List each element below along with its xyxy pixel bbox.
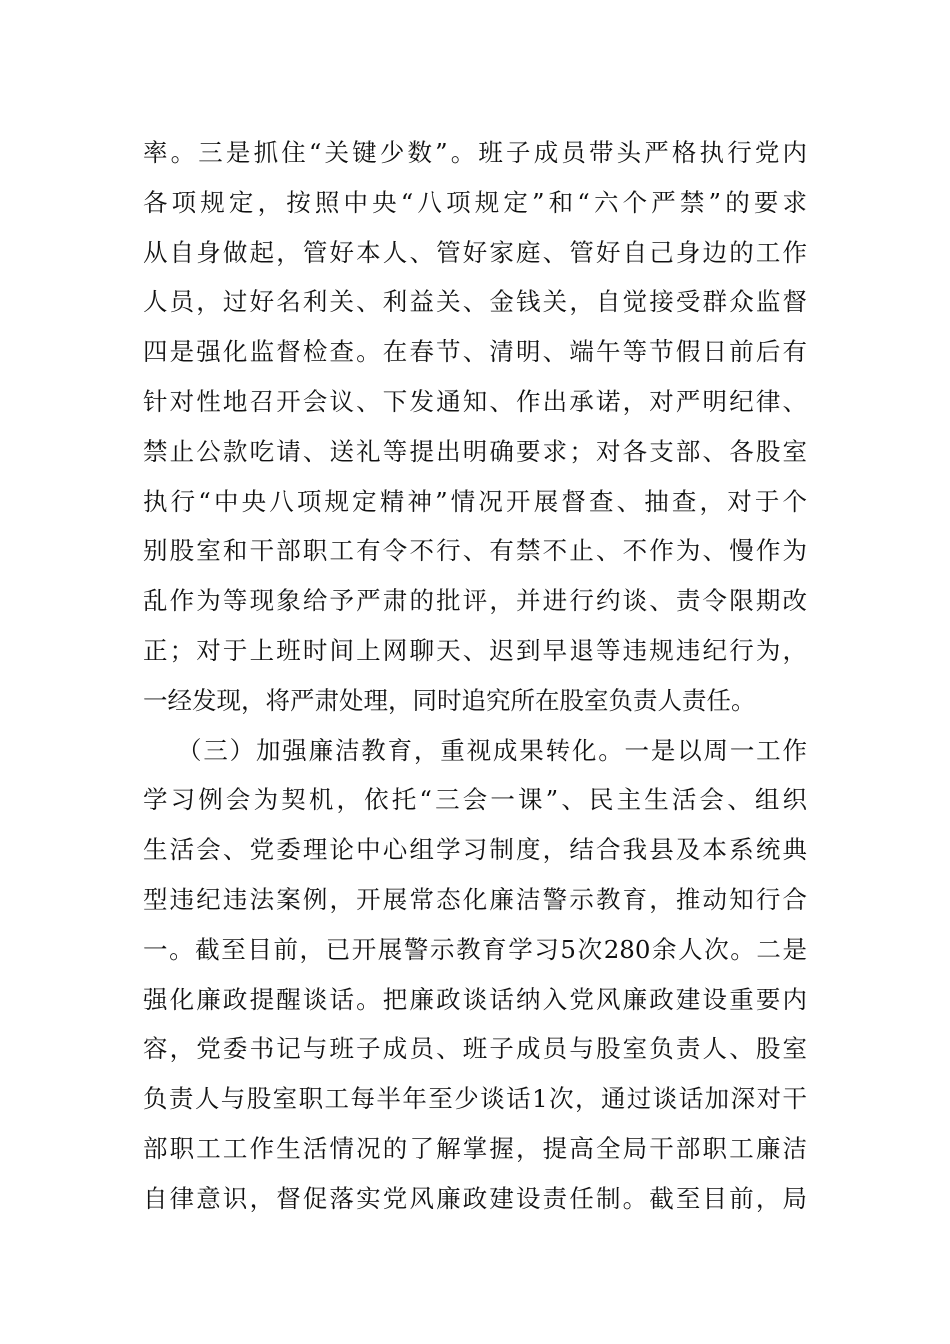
text-line: 乱作为等现象给予严肃的批评，并进行约谈、责令限期改 xyxy=(143,586,807,616)
text-line: 率。三是抓住“关键少数”。班子成员带头严格执行党内 xyxy=(143,138,807,167)
text-line: 针对性地召开会议、下发通知、作出承诺，对严明纪律、 xyxy=(143,386,807,416)
text-line: 自律意识，督促落实党风廉政建设责任制。截至目前，局 xyxy=(143,1183,807,1213)
text-line: 学习例会为契机，依托“三会一课”、民主生活会、组织 xyxy=(143,785,807,815)
text-line: 别股室和干部职工有令不行、有禁不止、不作为、慢作为 xyxy=(143,536,807,566)
text-line: 负责人与股室职工每半年至少谈话1次，通过谈话加深对干 xyxy=(143,1084,807,1114)
text-line: 各项规定，按照中央“八项规定”和“六个严禁”的要求 xyxy=(143,187,807,217)
text-line: 型违纪违法案例，开展常态化廉洁警示教育，推动知行合 xyxy=(143,884,807,914)
text-line: 容，党委书记与班子成员、班子成员与股室负责人、股室 xyxy=(143,1034,807,1064)
text-line: 正；对于上班时间上网聊天、迟到早退等违规违纪行为， xyxy=(143,635,807,665)
text-line: 一经发现，将严肃处理，同时追究所在股室负责人责任。 xyxy=(143,685,756,715)
text-line: 部职工工作生活情况的了解掌握，提高全局干部职工廉洁 xyxy=(143,1133,807,1163)
text-line: 强化廉政提醒谈话。把廉政谈话纳入党风廉政建设重要内 xyxy=(143,984,807,1014)
paragraph-1 xyxy=(143,128,807,726)
text-line: 四是强化监督检查。在春节、清明、端午等节假日前后有 xyxy=(143,337,807,367)
text-line: 执行“中央八项规定精神”情况开展督查、抽查，对于个 xyxy=(143,486,807,516)
document-body xyxy=(143,128,807,1224)
text-line: 从自身做起，管好本人、管好家庭、管好自己身边的工作 xyxy=(143,237,807,267)
paragraph-2 xyxy=(143,726,807,1224)
text-line: 禁止公款吃请、送礼等提出明确要求；对各支部、各股室 xyxy=(143,436,807,466)
text-line: 一。截至目前，已开展警示教育学习5次280余人次。二是 xyxy=(143,934,807,964)
text-line: 人员，过好名利关、利益关、金钱关，自觉接受群众监督 xyxy=(143,287,807,317)
text-line: （三）加强廉洁教育，重视成果转化。一是以周一工作 xyxy=(177,735,807,765)
text-line: 生活会、党委理论中心组学习制度，结合我县及本系统典 xyxy=(143,835,807,865)
